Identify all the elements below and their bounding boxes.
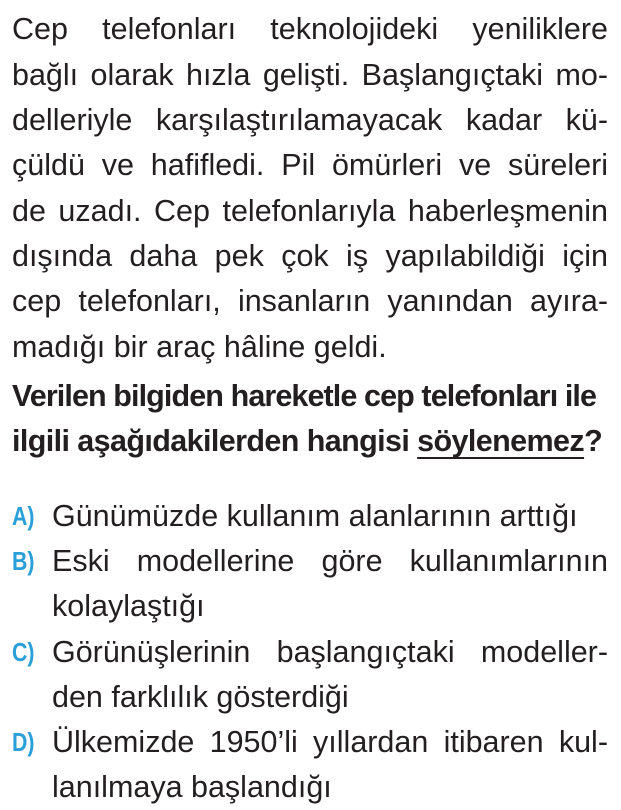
option-letter: C) [12,637,35,667]
passage-line: delleriyle karşılaştırılamayacak kadar kü- [12,103,608,137]
option-letter: A) [12,501,35,531]
option-text: Ülkemizde 1950’li yıllardan itibaren kul- [52,725,608,759]
option-text: kolaylaştığı [52,589,205,623]
question-emphasis: söylenemez [417,424,585,458]
question-prefix: ilgili aşağıdakilerden hangisi [12,424,418,458]
passage-line: dışında daha pek çok iş yapılabildiği için [12,239,608,273]
option-text: lanılmaya başlandığı [52,770,332,804]
option-letter: B) [12,546,35,576]
question-line: Verilen bilgiden hareketle cep telefonları ile [12,379,597,413]
passage-line: Cep telefonları teknolojideki yeniliklere [12,12,608,46]
option-letter: D) [12,727,35,757]
question-mark: ? [584,424,603,458]
passage-line: bağlı olarak hızla gelişti. Başlangıçtaki mo- [12,58,608,92]
passage-line: madığı bir araç hâline geldi. [12,330,387,364]
option-text: den farklılık gösterdiği [52,680,349,714]
passage-line: de uzadı. Cep telefonlarıyla haberleşmenin [12,194,608,228]
passage-line: çüldü ve hafifledi. Pil ömürleri ve süreleri [12,148,608,182]
passage-line: cep telefonları, insanların yanından ayıra- [12,284,608,318]
option-text: Günümüzde kullanım alanlarının arttığı [52,499,578,533]
option-text: Görünüşlerinin başlangıçtaki modeller- [52,635,608,669]
option-text: Eski modellerine göre kullanımlarının [52,544,608,578]
question-line [12,418,608,464]
